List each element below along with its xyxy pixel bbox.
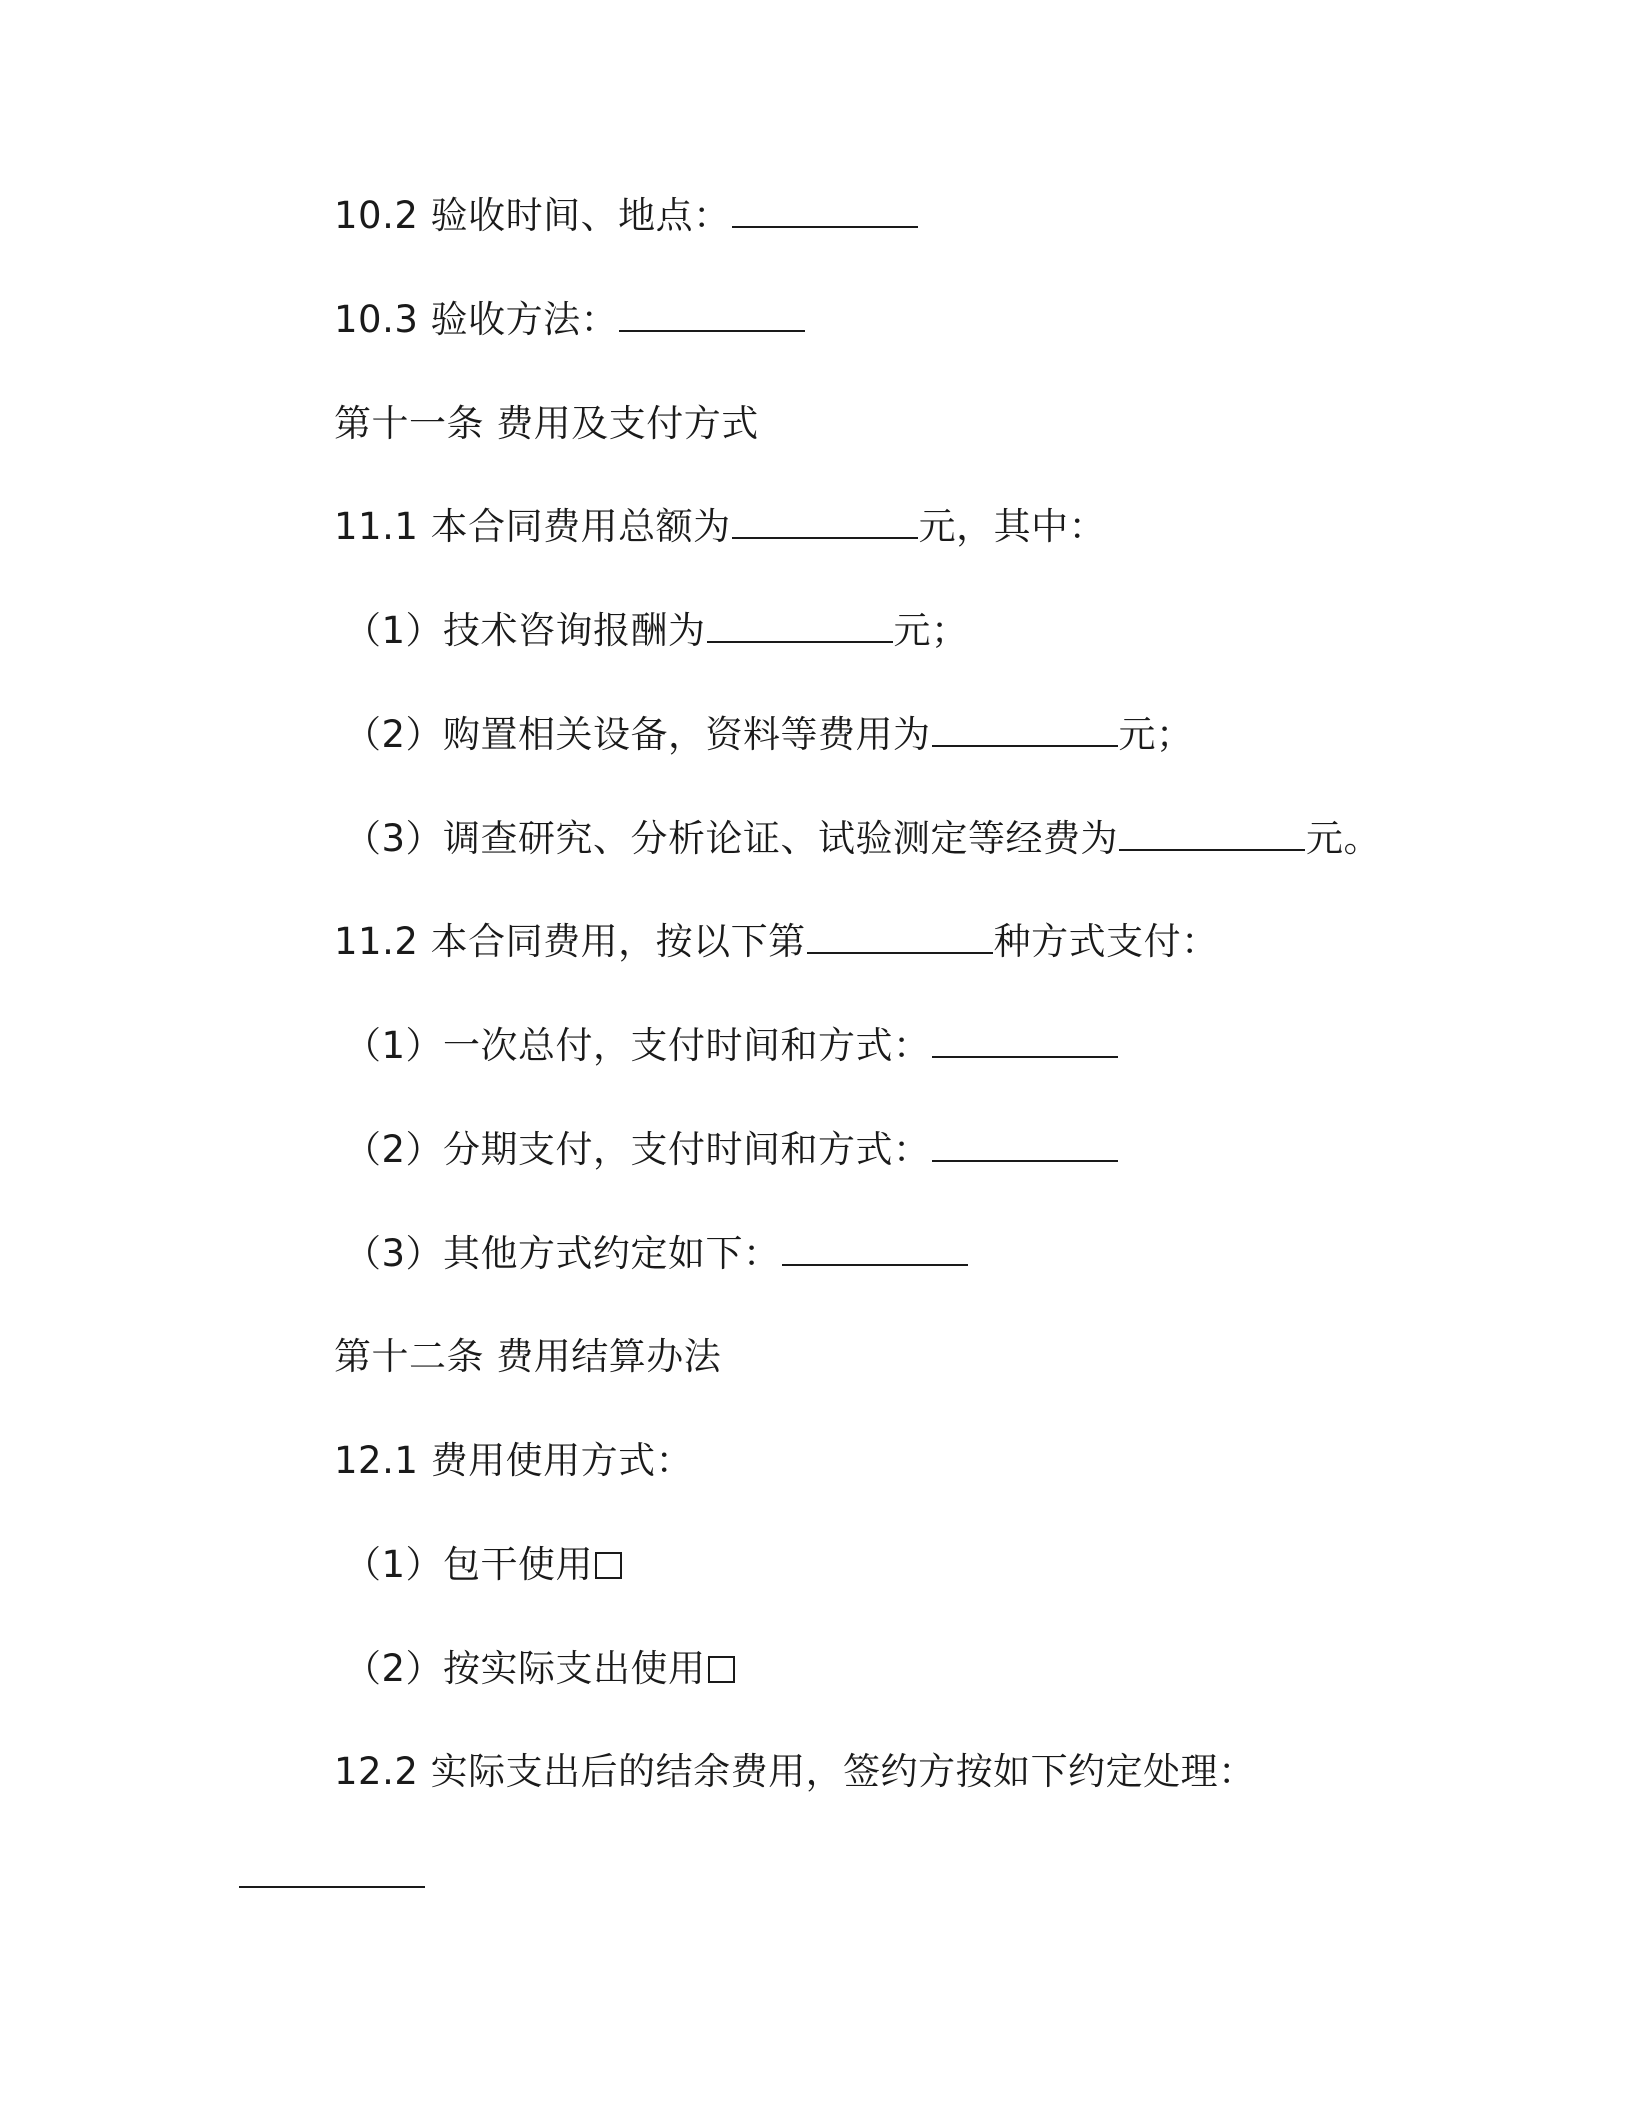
clause-12-1 <box>334 1437 693 1485</box>
article-11-heading <box>334 400 759 448</box>
clause-12-1-item-1 <box>344 1541 622 1589</box>
item-text: （1）技术咨询报酬为 <box>344 609 706 652</box>
clause-text: 10.2 验收时间、地点： <box>334 194 731 237</box>
blank-field <box>732 507 918 539</box>
blank-field <box>782 1234 968 1266</box>
clause-11-1 <box>334 503 1106 551</box>
clause-11-1-item-1 <box>344 607 969 655</box>
clause-12-2 <box>334 1748 1256 1796</box>
item-text: （2）分期支付，支付时间和方式： <box>344 1128 931 1171</box>
item-text: （3）调查研究、分析论证、试验测定等经费为 <box>344 817 1119 860</box>
article-heading-text: 第十二条 费用结算办法 <box>334 1335 722 1378</box>
item-text: （1）一次总付，支付时间和方式： <box>344 1024 931 1067</box>
clause-text-suffix: 元，其中： <box>918 505 1107 548</box>
clause-12-2-blank-line <box>238 1852 426 1900</box>
article-12-heading <box>334 1333 721 1381</box>
item-text-suffix: 元。 <box>1306 817 1382 860</box>
clause-text: 12.1 费用使用方式： <box>334 1439 694 1482</box>
checkbox-icon <box>595 1552 622 1579</box>
blank-field <box>707 611 893 643</box>
clause-text: 11.2 本合同费用，按以下第 <box>334 920 806 963</box>
item-text: （3）其他方式约定如下： <box>344 1232 781 1275</box>
clause-11-1-item-2 <box>344 711 1194 759</box>
item-text: （2）购置相关设备，资料等费用为 <box>344 713 931 756</box>
blank-field <box>732 196 918 228</box>
clause-text-suffix: 种方式支付： <box>993 920 1219 963</box>
clause-12-1-item-2 <box>344 1645 735 1693</box>
checkbox-icon <box>708 1656 735 1683</box>
blank-field <box>932 715 1118 747</box>
blank-field <box>807 922 993 954</box>
clause-11-1-item-3 <box>344 815 1381 863</box>
clause-text: 12.2 实际支出后的结余费用，签约方按如下约定处理： <box>334 1750 1256 1793</box>
clause-text: 11.1 本合同费用总额为 <box>334 505 731 548</box>
blank-field <box>932 1026 1118 1058</box>
blank-field <box>1119 819 1305 851</box>
item-text: （1）包干使用 <box>344 1543 594 1586</box>
clause-11-2-item-2 <box>344 1126 1119 1174</box>
clause-text: 10.3 验收方法： <box>334 298 619 341</box>
clause-11-2-item-3 <box>344 1230 969 1278</box>
clause-10-2 <box>334 192 919 240</box>
item-text-suffix: 元； <box>1118 713 1194 756</box>
article-heading-text: 第十一条 费用及支付方式 <box>334 402 759 445</box>
blank-field <box>619 300 805 332</box>
clause-11-2-item-1 <box>344 1022 1119 1070</box>
item-text-suffix: 元； <box>893 609 969 652</box>
clause-11-2 <box>334 918 1219 966</box>
clause-10-3 <box>334 296 806 344</box>
blank-field <box>932 1130 1118 1162</box>
blank-field <box>239 1856 425 1888</box>
item-text: （2）按实际支出使用 <box>344 1647 706 1690</box>
